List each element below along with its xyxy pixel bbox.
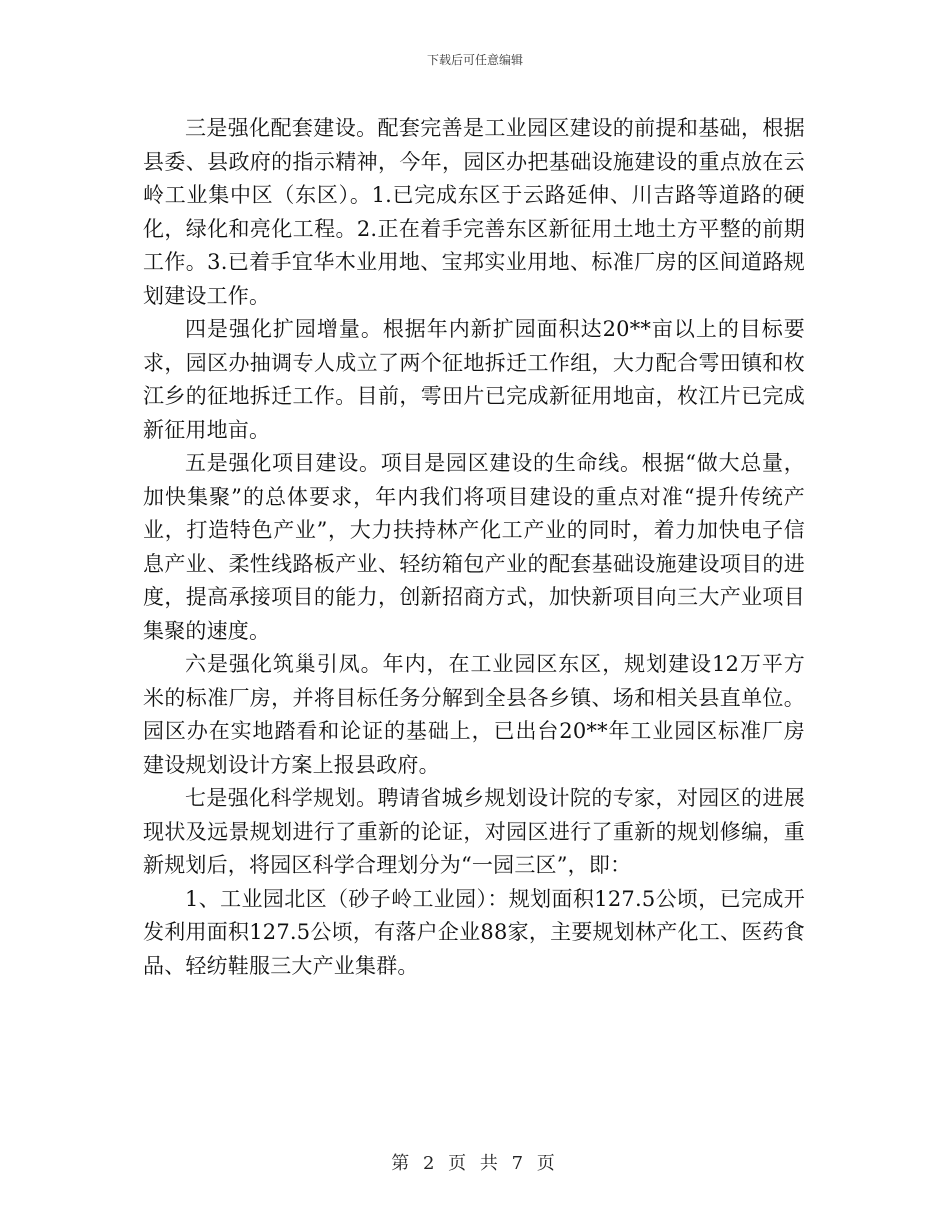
paragraph-north-zone: 1、工业园北区（砂子岭工业园）：规划面积127.5公顷，已完成开发利用面积127.5公顷，有落户企业88家，主要规划林产化工、医药食品、轻纺鞋服三大产业集群。 [143, 886, 805, 978]
paragraph-park-expansion: 四是强化扩园增量。根据年内新扩园面积达20**亩以上的目标要求，园区办抽调专人成立了两个征地拆迁工作组，大力配合雩田镇和枚江乡的征地拆迁工作。目前，雩田片已完成新征用地亩，枚江片已完成新征用地亩。 [143, 317, 805, 442]
page-number-footer: 第 2 页 共 7 页 [391, 1153, 559, 1174]
page-header-note: 下载后可任意编辑 [426, 53, 523, 67]
paragraph-scientific-planning: 七是强化科学规划。聘请省城乡规划设计院的专家，对园区的进展现状及远景规划进行了重新的论证，对园区进行了重新的规划修编，重新规划后，将园区科学合理划分为“一园三区”，即： [143, 786, 805, 877]
paragraph-standard-factories: 六是强化筑巢引凤。年内，在工业园区东区，规划建设12万平方米的标准厂房，并将目标任务分解到全县各乡镇、场和相关县直单位。园区办在实地踏看和论证的基础上，已出台20**年工业园区标准厂房建设规划设计方案上报县政府。 [143, 652, 805, 777]
paragraph-project-construction: 五是强化项目建设。项目是园区建设的生命线。根据“做大总量，加快集聚”的总体要求，年内我们将项目建设的重点对准“提升传统产业，打造特色产业”，大力扶持林产化工产业的同时，着力加快电子信息产业、柔性线路板产业、轻纺箱包产业的配套基础设施建设项目的进度，提高承接项目的能力，创新招商方式，加快新项目向三大产业项目集聚的速度。 [143, 451, 805, 643]
document-body [143, 112, 805, 983]
paragraph-infrastructure: 三是强化配套建设。配套完善是工业园区建设的前提和基础，根据县委、县政府的指示精神，今年，园区办把基础设施建设的重点放在云岭工业集中区（东区）。1.已完成东区于云路延伸、川吉路等道路的硬化，绿化和亮化工程。2.正在着手完善东区新征用土地土方平整的前期工作。3.已着手宜华木业用地、宝邦实业用地、标准厂房的区间道路规划建设工作。 [143, 116, 805, 308]
